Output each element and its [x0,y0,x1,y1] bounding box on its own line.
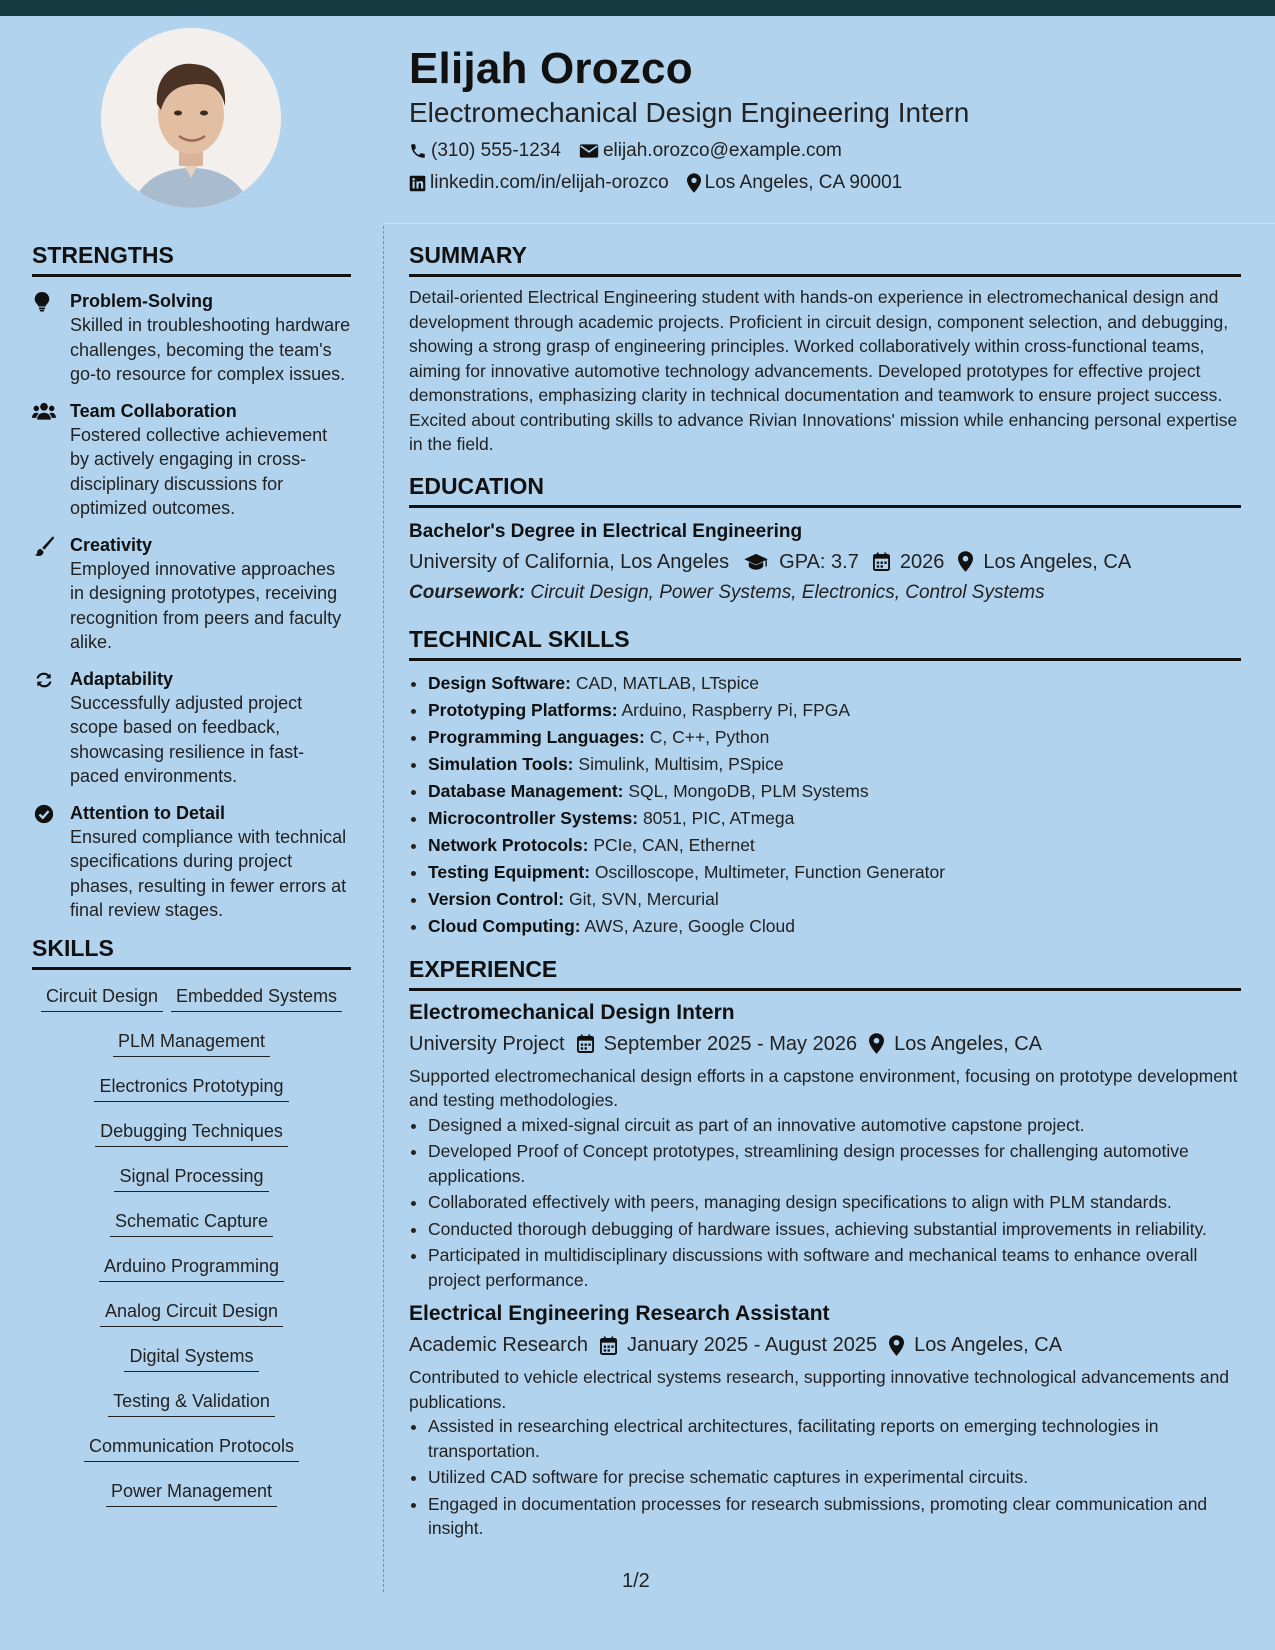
skill-values: C, C++, Python [649,726,770,747]
job-location: Los Angeles, CA [914,1334,1063,1356]
list-item: • Developed Proof of Concept prototypes, streamlining design processes for challenging automotive applications. [428,1139,1241,1188]
skill-tag: Signal Processing [114,1162,268,1192]
skill-values: AWS, Azure, Google Cloud [584,915,795,936]
map-marker-icon [958,551,973,572]
skill-tag: Communication Protocols [84,1432,299,1462]
experience-heading: EXPERIENCE [409,956,1241,991]
column-divider [383,226,384,1592]
strength-desc: Skilled in troubleshooting hardware challenges, becoming the team's go-to resource for complex issues. [70,315,351,384]
summary-text: Detail-oriented Electrical Engineering student with hands-on experience in electromechanical design and development through academic projects. Proficient in circuit design, component selection, and debugging, showing a strong grasp of engineering principles. Worked collaboratively within cross-functional teams, aiming for innovative automotive technology advancements. Developed prototypes for effective project demonstrations, emphasizing clarity in technical documentation and teamwork to ensure project success. Excited about contributing skills to advance Rivian Innovations' mission while enhancing personal expertise in the field. [409,287,1238,454]
linkedin-contact[interactable] [409,171,669,195]
job-location: Los Angeles, CA [894,1032,1042,1055]
strength-title: Problem-Solving [70,291,214,311]
job-org: University Project [409,1032,565,1055]
job-meta [409,1031,1241,1057]
coursework-label: Coursework: [409,581,526,603]
skill-values: Arduino, Raspberry Pi, FPGA [621,699,851,720]
list-item: • Participated in multidisciplinary discussions with software and mechanical teams to enhance overall project performance. [428,1243,1241,1292]
job-dates: January 2025 - August 2025 [626,1334,878,1356]
calendar-icon [577,1034,594,1053]
strength-desc: Fostered collective achievement by actively engaging in cross-disciplinary discussions for optimized outcomes. [70,424,328,518]
skill-tag: Debugging Techniques [95,1117,288,1147]
skill-category: Testing Equipment: [428,861,591,882]
skill-values: SQL, MongoDB, PLM Systems [628,780,869,801]
list-item [428,886,1241,913]
candidate-name: Elijah Orozco [409,44,693,93]
location-text: Los Angeles, CA 90001 [704,172,903,193]
strength-item [32,667,351,789]
envelope-icon [579,142,599,160]
skill-tag: Digital Systems [124,1342,258,1372]
location-contact [687,171,903,195]
list-item [428,859,1241,886]
lightbulb-icon [34,292,50,312]
skill-tag: Circuit Design [41,982,163,1012]
profile-photo [101,28,281,208]
check-circle-icon [34,804,54,824]
skill-values: PCIe, CAN, Ethernet [593,834,755,855]
strength-item [32,801,351,923]
list-item [428,724,1241,751]
email-text: elijah.orozco@example.com [602,140,842,161]
job-bullets [409,1414,1241,1541]
map-marker-icon [869,1033,884,1054]
skill-category: Database Management: [428,780,624,801]
list-item: • Designed a mixed-signal circuit as part of an innovative automotive capstone project. [428,1113,1241,1138]
skill-tag: PLM Management [113,1027,270,1057]
list-item: • Collaborated effectively with peers, managing design specifications to align with PLM standards. [428,1190,1241,1215]
job-description: Supported electromechanical design efforts in a capstone environment, focusing on prototype development and testing methodologies. [409,1065,1238,1110]
skill-category: Prototyping Platforms: [428,699,618,720]
strength-desc: Successfully adjusted project scope based on feedback, showcasing resilience in fast-paced environments. [70,692,305,786]
education-meta [409,549,1241,575]
list-item [428,805,1241,832]
coursework-line [409,580,1241,606]
education-section [409,473,1241,606]
skill-values: 8051, PIC, ATmega [642,807,795,828]
job-entry [409,1301,1241,1541]
phone-contact[interactable] [409,139,561,163]
job-meta [409,1332,1241,1358]
school-name [409,549,729,575]
strength-item [32,289,351,387]
education-heading: EDUCATION [409,473,1241,508]
map-marker-icon [889,1335,904,1356]
skill-category: Cloud Computing: [428,915,581,936]
contact-row-1 [409,139,1229,163]
school-text: University of California, Los Angeles [409,550,730,573]
top-accent-bar [0,0,1275,16]
list-item [428,778,1241,805]
candidate-role: Electromechanical Design Engineering Intern [409,97,970,128]
job-description: Contributed to vehicle electrical systems research, supporting innovative technological advancements and publications. [409,1367,1230,1412]
strength-desc: Ensured compliance with technical specifications during project phases, resulting in fewer errors at final review stages. [70,826,347,920]
job-title: Electrical Engineering Research Assistant [409,1302,830,1325]
technical-skills-heading: TECHNICAL SKILLS [409,626,1241,661]
linkedin-icon [409,175,426,192]
strength-title: Adaptability [70,668,174,689]
skill-values: Git, SVN, Mercurial [569,888,719,909]
skill-tag: Arduino Programming [99,1252,284,1282]
strength-item [32,399,351,521]
job-title: Electromechanical Design Intern [409,1000,735,1024]
list-item: • Engaged in documentation processes for research submissions, promoting clear communication and insight. [428,1492,1241,1541]
job-org: Academic Research [409,1334,588,1356]
users-icon [32,402,56,420]
degree-title: Bachelor's Degree in Electrical Engineering [409,520,803,542]
skill-category: Simulation Tools: [428,753,574,774]
skill-category: Design Software: [428,672,571,693]
list-item [428,751,1241,778]
page-indicator: 1/2 [622,1570,650,1592]
phone-icon [409,142,427,160]
strength-title: Creativity [70,534,153,555]
linkedin-text: linkedin.com/in/elijah-orozco [430,172,669,193]
sync-icon [34,670,54,690]
job-entry [409,1000,1241,1293]
technical-skills-section [409,626,1241,940]
strength-title: Attention to Detail [70,802,225,823]
skill-values: Simulink, Multisim, PSpice [578,753,784,774]
contact-row-2 [409,171,1229,195]
email-contact[interactable] [579,139,842,163]
list-item [428,697,1241,724]
graduation-cap-icon [743,553,769,571]
job-bullets [409,1113,1241,1293]
resume-header [409,42,1229,195]
right-column [409,242,1241,1543]
list-item: • Assisted in researching electrical architectures, facilitating reports on emerging technologies in transportation. [428,1414,1241,1463]
skill-tag: Power Management [106,1477,277,1507]
skill-category: Version Control: [428,888,565,909]
skill-tag: Testing & Validation [108,1387,275,1417]
skill-tag: Embedded Systems [171,982,342,1012]
strength-desc: Employed innovative approaches in designing prototypes, receiving recognition from peers and faculty alike. [70,558,342,652]
coursework-text: Circuit Design, Power Systems, Electronics, Control Systems [530,581,1045,603]
calendar-icon [600,1336,617,1355]
skills-heading: SKILLS [32,935,351,970]
strength-item [32,533,351,655]
left-column [32,242,351,1522]
list-item [428,832,1241,859]
strengths-heading: STRENGTHS [32,242,351,277]
experience-section [409,956,1241,1541]
skill-values: CAD, MATLAB, LTspice [575,672,759,693]
header-divider [384,223,1275,224]
map-marker-icon [687,173,701,193]
skill-category: Programming Languages: [428,726,645,747]
skill-tag: Schematic Capture [110,1207,273,1237]
skill-tag: Electronics Prototyping [94,1072,288,1102]
gpa-text: GPA: 3.7 [779,550,859,573]
technical-skills-list [409,670,1241,940]
education-location: Los Angeles, CA [983,550,1132,573]
skill-tag: Analog Circuit Design [100,1297,283,1327]
list-item: • Utilized CAD software for precise schematic captures in experimental circuits. [428,1465,1241,1490]
graduation-year: 2026 [899,550,945,573]
skills-tags [32,982,351,1522]
skill-category: Network Protocols: [428,834,589,855]
skill-category: Microcontroller Systems: [428,807,639,828]
calendar-icon [873,552,890,571]
skill-values: Oscilloscope, Multimeter, Function Generator [594,861,946,882]
strengths-list [32,289,351,923]
list-item: • Conducted thorough debugging of hardware issues, achieving substantial improvements in reliability. [428,1217,1241,1242]
job-dates: September 2025 - May 2026 [603,1032,858,1055]
strength-title: Team Collaboration [70,400,237,421]
summary-heading: SUMMARY [409,242,1241,277]
list-item [428,913,1241,940]
list-item [428,670,1241,697]
phone-text: (310) 555-1234 [431,140,561,161]
brush-icon [34,536,54,556]
